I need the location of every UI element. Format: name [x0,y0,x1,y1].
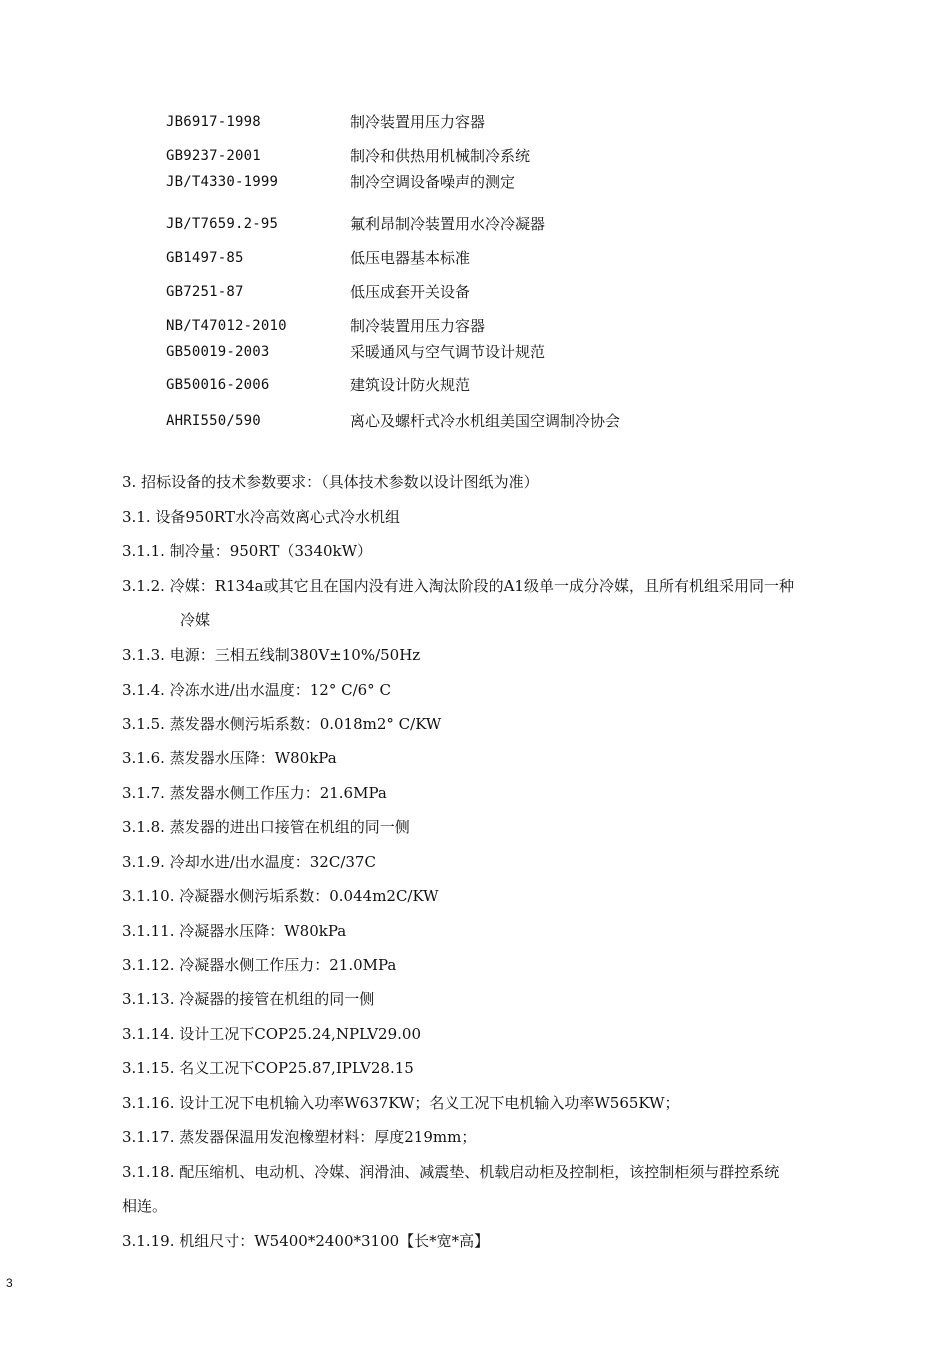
standard-code: JB/T4330-1999 [166,174,279,190]
spec-item: 3.1.2. 冷媒：R134a或其它且在国内没有进入淘汰阶段的A1级单一成分冷媒，且所有机组采用同一种 [122,577,794,595]
standard-code: JB6917-1998 [166,114,261,130]
spec-item: 3.1.9. 冷却水进/出水温度：32C/37C [122,853,376,871]
spec-item: 3.1.5. 蒸发器水侧污垢系数：0.018m2° C/KW [122,715,442,733]
standard-name: 采暖通风与空气调节设计规范 [350,343,546,361]
spec-item: 3.1.7. 蒸发器水侧工作压力：21.6MPa [122,784,387,802]
standard-code: GB7251-87 [166,284,244,300]
standard-name: 低压成套开关设备 [350,283,471,301]
spec-item: 3.1.15. 名义工况下COP25.87,IPLV28.15 [122,1059,414,1077]
subsection-heading: 3.1. 设备950RT水冷高效离心式冷水机组 [122,508,401,526]
standard-code: AHRI550/590 [166,413,261,429]
standard-name: 氟利昂制冷装置用水冷冷凝器 [350,215,546,233]
standard-code: GB50019-2003 [166,344,270,360]
spec-item: 3.1.4. 冷冻水进/出水温度：12° C/6° C [122,681,391,699]
spec-item: 3.1.16. 设计工况下电机输入功率W637KW；名义工况下电机输入功率W565KW； [122,1094,680,1112]
standard-name: 制冷装置用压力容器 [350,317,486,335]
spec-item-continuation: 冷媒 [180,611,211,629]
standard-name: 建筑设计防火规范 [350,376,471,394]
standard-code: GB50016-2006 [166,377,270,393]
spec-item: 3.1.12. 冷凝器水侧工作压力：21.0MPa [122,956,397,974]
standard-name: 离心及螺杆式冷水机组美国空调制冷协会 [350,412,621,430]
page-number: 3 [6,1276,13,1290]
spec-item: 3.1.17. 蒸发器保温用发泡橡塑材料：厚度219mm； [122,1128,477,1146]
spec-item-continuation: 相连。 [122,1197,168,1215]
spec-item: 3.1.3. 电源：三相五线制380V±10%/50Hz [122,646,421,664]
spec-item: 3.1.18. 配压缩机、电动机、冷媒、润滑油、减震垫、机载启动柜及控制柜，该控制柜须与群控系统 [122,1163,780,1181]
spec-item: 3.1.13. 冷凝器的接管在机组的同一侧 [122,990,375,1008]
standard-name: 低压电器基本标准 [350,249,471,267]
section-heading: 3. 招标设备的技术参数要求：（具体技术参数以设计图纸为准） [122,473,539,491]
spec-item: 3.1.19. 机组尺寸：W5400*2400*3100【长*宽*高】 [122,1232,490,1250]
spec-item: 3.1.14. 设计工况下COP25.24,NPLV29.00 [122,1025,421,1043]
spec-item: 3.1.6. 蒸发器水压降：W80kPa [122,749,337,767]
spec-item: 3.1.8. 蒸发器的进出口接管在机组的同一侧 [122,818,410,836]
standard-code: NB/T47012-2010 [166,318,287,334]
standard-name: 制冷空调设备噪声的测定 [350,173,516,191]
standard-code: GB1497-85 [166,250,244,266]
standard-name: 制冷和供热用机械制冷系统 [350,147,531,165]
standard-code: GB9237-2001 [166,148,261,164]
standard-name: 制冷装置用压力容器 [350,113,486,131]
standard-code: JB/T7659.2-95 [166,216,279,232]
spec-item: 3.1.11. 冷凝器水压降：W80kPa [122,922,347,940]
spec-item: 3.1.1. 制冷量：950RT（3340kW） [122,542,373,560]
spec-item: 3.1.10. 冷凝器水侧污垢系数：0.044m2C/KW [122,887,439,905]
